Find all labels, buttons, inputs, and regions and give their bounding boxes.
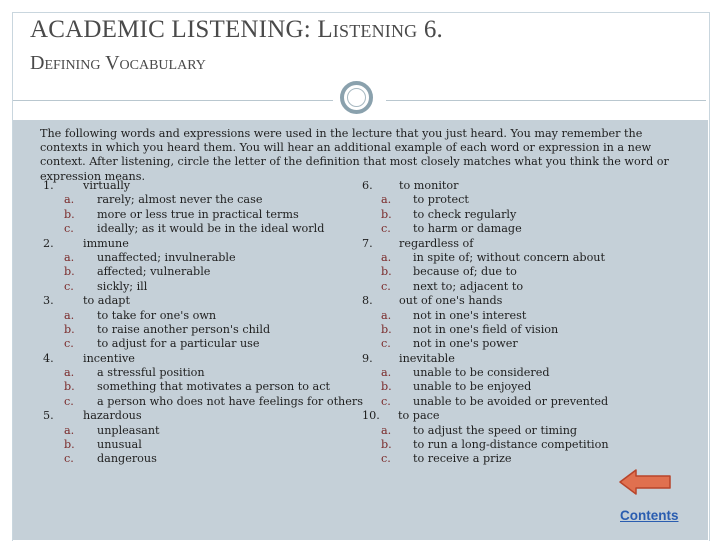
question-term: regardless of bbox=[399, 236, 474, 250]
option-text: unusual bbox=[97, 438, 142, 452]
option-text: unpleasant bbox=[97, 423, 160, 437]
question-item bbox=[360, 294, 680, 308]
answer-option[interactable] bbox=[43, 309, 363, 323]
back-arrow-icon[interactable] bbox=[618, 468, 672, 496]
answer-option[interactable] bbox=[360, 337, 680, 351]
option-text: in spite of; without concern about bbox=[413, 250, 606, 264]
question-term: inevitable bbox=[399, 351, 455, 365]
answer-option[interactable] bbox=[360, 222, 680, 236]
question-item bbox=[360, 179, 680, 193]
question-number: 10. bbox=[362, 409, 380, 423]
answer-option[interactable] bbox=[360, 323, 680, 337]
slide-title-main: ACADEMIC LISTENING: bbox=[30, 16, 318, 43]
question-number: 1. bbox=[43, 179, 54, 192]
question-term: to adapt bbox=[83, 294, 130, 308]
option-text: more or less true in practical terms bbox=[97, 207, 299, 221]
content-panel bbox=[13, 120, 708, 540]
option-text: sickly; ill bbox=[97, 279, 148, 293]
option-letter: c. bbox=[64, 337, 74, 351]
option-text: to check regularly bbox=[413, 207, 517, 221]
slide-header bbox=[30, 15, 443, 75]
slide-subtitle: Defining Vocabulary bbox=[30, 52, 206, 74]
question-number: 2. bbox=[43, 236, 54, 250]
option-text: next to; adjacent to bbox=[413, 279, 524, 293]
answer-option[interactable] bbox=[360, 366, 680, 380]
option-text: to receive a prize bbox=[413, 452, 512, 466]
question-item bbox=[43, 352, 363, 366]
option-letter: a. bbox=[64, 193, 75, 207]
answer-option[interactable] bbox=[43, 193, 363, 207]
option-letter: a. bbox=[64, 308, 75, 322]
option-letter: a. bbox=[381, 308, 392, 322]
option-text: unaffected; invulnerable bbox=[97, 250, 236, 264]
option-letter: c. bbox=[381, 452, 391, 466]
question-term: out of one's hands bbox=[399, 294, 503, 308]
option-letter: b. bbox=[381, 207, 392, 221]
question-number: 5. bbox=[43, 409, 54, 423]
question-item bbox=[360, 409, 680, 423]
option-text: to protect bbox=[413, 193, 469, 207]
option-letter: a. bbox=[64, 250, 75, 264]
answer-option[interactable] bbox=[43, 280, 363, 294]
decorative-ring-icon bbox=[340, 81, 373, 114]
option-text: to raise another person's child bbox=[97, 322, 271, 336]
option-letter: c. bbox=[381, 222, 391, 236]
option-text: unable to be considered bbox=[413, 366, 550, 380]
answer-option[interactable] bbox=[360, 380, 680, 394]
option-letter: c. bbox=[64, 279, 74, 293]
option-text: a person who does not have feelings for others bbox=[97, 394, 363, 408]
option-text: to take for one's own bbox=[97, 308, 217, 322]
option-text: because of; due to bbox=[413, 265, 517, 279]
answer-option[interactable] bbox=[43, 337, 363, 351]
option-letter: b. bbox=[64, 265, 75, 279]
option-letter: c. bbox=[381, 279, 391, 293]
option-text: to adjust for a particular use bbox=[97, 337, 260, 351]
answer-option[interactable] bbox=[360, 395, 680, 409]
option-letter: b. bbox=[381, 380, 392, 394]
questions-column-right bbox=[360, 179, 680, 467]
option-letter: b. bbox=[64, 207, 75, 221]
question-item bbox=[43, 237, 363, 251]
answer-option[interactable] bbox=[360, 208, 680, 222]
questions-column-left bbox=[43, 179, 363, 467]
answer-option[interactable] bbox=[43, 366, 363, 380]
answer-option[interactable] bbox=[43, 424, 363, 438]
answer-option[interactable] bbox=[360, 424, 680, 438]
option-letter: c. bbox=[381, 337, 391, 351]
question-term: to monitor bbox=[399, 179, 459, 192]
answer-option[interactable] bbox=[360, 265, 680, 279]
question-term: hazardous bbox=[83, 409, 142, 423]
option-text: affected; vulnerable bbox=[97, 265, 211, 279]
option-letter: a. bbox=[64, 366, 75, 380]
option-letter: b. bbox=[64, 438, 75, 452]
answer-option[interactable] bbox=[360, 280, 680, 294]
slide-title-smallcaps: Listening 6. bbox=[317, 16, 443, 43]
question-number: 7. bbox=[362, 236, 373, 250]
answer-option[interactable] bbox=[43, 452, 363, 466]
option-text: not in one's interest bbox=[413, 308, 527, 322]
answer-option[interactable] bbox=[360, 452, 680, 466]
option-letter: a. bbox=[381, 423, 392, 437]
question-number: 3. bbox=[43, 294, 54, 308]
question-number: 6. bbox=[362, 179, 373, 192]
question-item bbox=[43, 294, 363, 308]
answer-option[interactable] bbox=[360, 438, 680, 452]
option-text: unable to be enjoyed bbox=[413, 380, 532, 394]
option-letter: c. bbox=[381, 394, 391, 408]
option-text: dangerous bbox=[97, 452, 157, 466]
answer-option[interactable] bbox=[43, 395, 363, 409]
answer-option[interactable] bbox=[360, 251, 680, 265]
contents-link[interactable]: Contents bbox=[620, 508, 679, 523]
option-text: to adjust the speed or timing bbox=[413, 423, 578, 437]
answer-option[interactable] bbox=[43, 380, 363, 394]
option-text: to harm or damage bbox=[413, 222, 522, 236]
question-term: to pace bbox=[398, 409, 440, 423]
option-letter: a. bbox=[381, 193, 392, 207]
option-letter: a. bbox=[381, 250, 392, 264]
answer-option[interactable] bbox=[43, 265, 363, 279]
answer-option[interactable] bbox=[43, 323, 363, 337]
answer-option[interactable] bbox=[43, 438, 363, 452]
divider-line-right bbox=[386, 100, 706, 101]
option-text: not in one's power bbox=[413, 337, 518, 351]
option-letter: b. bbox=[381, 265, 392, 279]
option-letter: b. bbox=[381, 322, 392, 336]
option-letter: a. bbox=[381, 366, 392, 380]
question-term: incentive bbox=[83, 351, 135, 365]
slide-title bbox=[30, 15, 443, 45]
option-letter: b. bbox=[64, 380, 75, 394]
question-item bbox=[360, 237, 680, 251]
question-term: virtually bbox=[83, 179, 131, 192]
option-text: a stressful position bbox=[97, 366, 205, 380]
question-term: immune bbox=[83, 236, 129, 250]
option-text: rarely; almost never the case bbox=[97, 193, 263, 207]
option-letter: b. bbox=[381, 438, 392, 452]
option-text: ideally; as it would be in the ideal world bbox=[97, 222, 325, 236]
option-text: not in one's field of vision bbox=[413, 322, 559, 336]
option-letter: c. bbox=[64, 222, 74, 236]
option-text: unable to be avoided or prevented bbox=[413, 394, 609, 408]
option-text: something that motivates a person to act bbox=[97, 380, 330, 394]
answer-option[interactable] bbox=[360, 193, 680, 207]
question-number: 8. bbox=[362, 294, 373, 308]
option-text: to run a long-distance competition bbox=[413, 438, 609, 452]
option-letter: a. bbox=[64, 423, 75, 437]
answer-option[interactable] bbox=[43, 222, 363, 236]
question-number: 4. bbox=[43, 351, 54, 365]
answer-option[interactable] bbox=[43, 251, 363, 265]
divider-line-left bbox=[13, 100, 333, 101]
question-item bbox=[360, 352, 680, 366]
answer-option[interactable] bbox=[43, 208, 363, 222]
answer-option[interactable] bbox=[360, 309, 680, 323]
option-letter: c. bbox=[64, 394, 74, 408]
question-item bbox=[43, 179, 363, 193]
option-letter: c. bbox=[64, 452, 74, 466]
option-letter: b. bbox=[64, 322, 75, 336]
question-item bbox=[43, 409, 363, 423]
question-number: 9. bbox=[362, 351, 373, 365]
instructions-paragraph: The following words and expressions were used in the lecture that you just heard. You may remember the contexts in which you heard them. You will hear an additional example of each word or expression in a new context. After listening, circle the letter of the definition that most closely matches what you think the word or expression means. bbox=[40, 127, 669, 183]
